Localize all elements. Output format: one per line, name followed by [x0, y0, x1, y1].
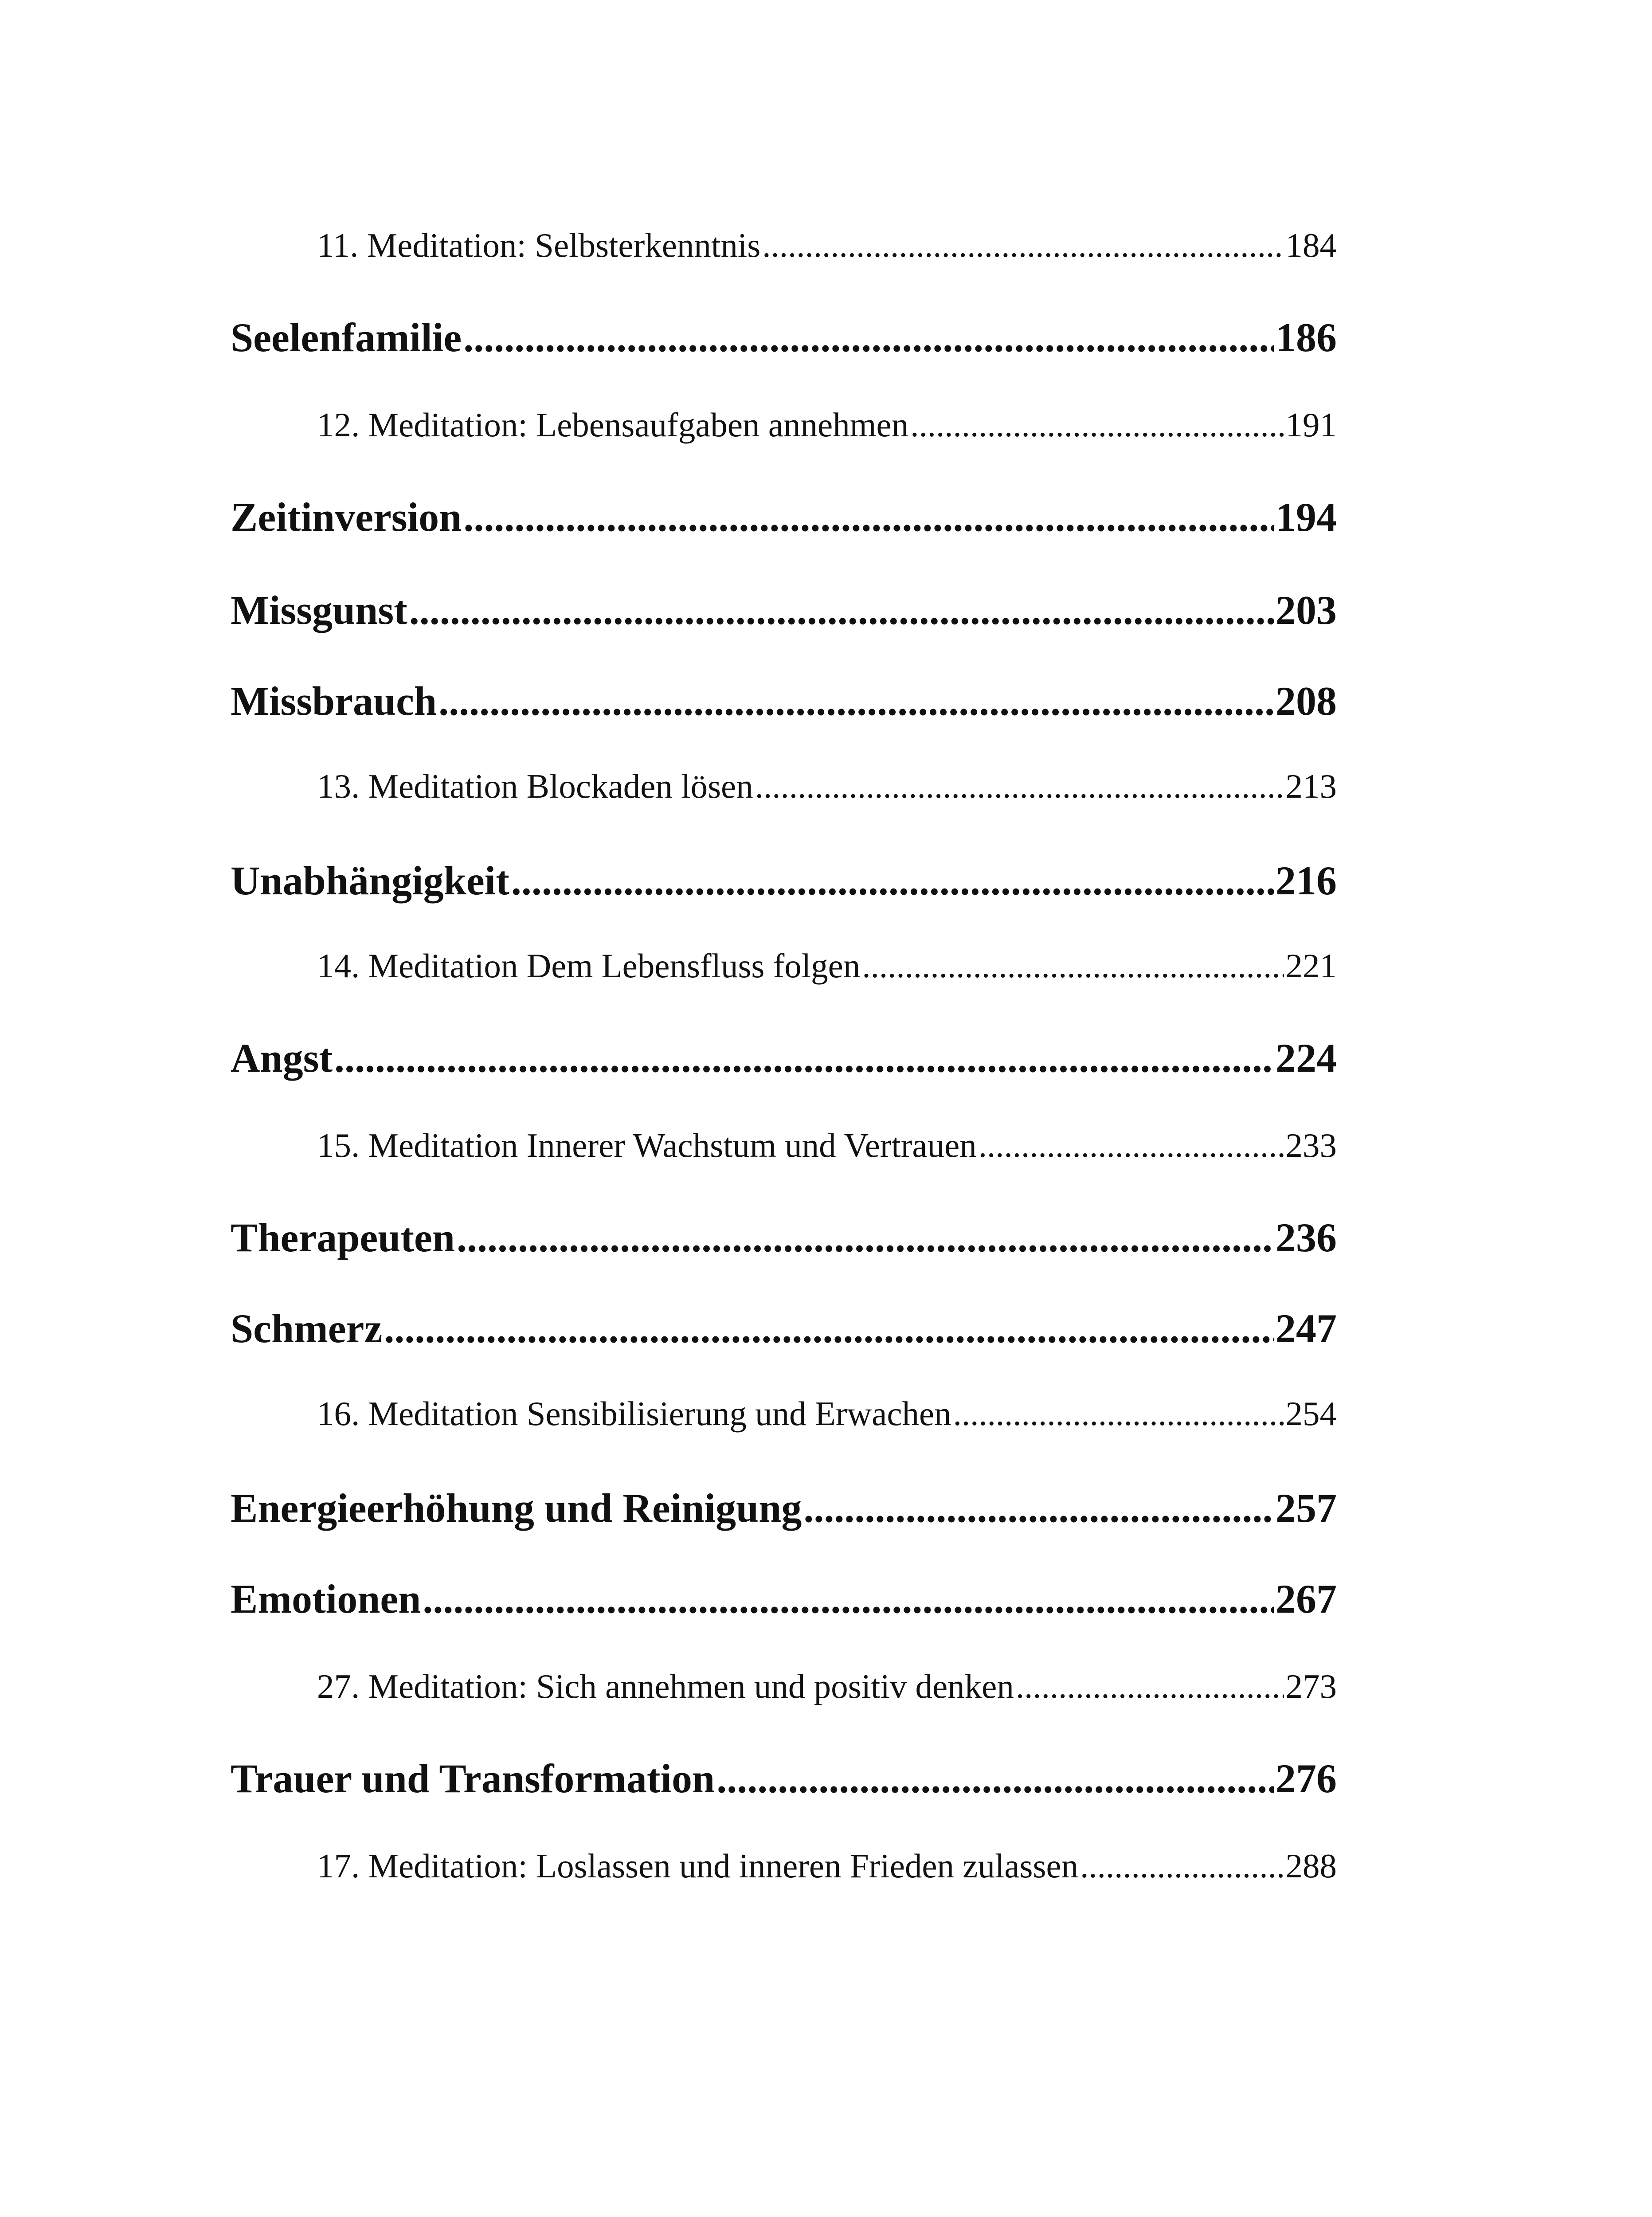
- toc-entry-page-number: 213: [1285, 767, 1337, 805]
- toc-entry-title: Emotionen: [231, 1576, 421, 1622]
- toc-entry-chapter[interactable]: [231, 678, 1337, 724]
- toc-entry-title: 12. Meditation: Lebensaufgaben annehmen: [317, 406, 909, 444]
- dot-leader: [755, 769, 1284, 803]
- toc-entry-page-number: 267: [1276, 1576, 1337, 1622]
- toc-entry-page-number: 208: [1276, 678, 1337, 724]
- toc-entry-page-number: 184: [1285, 226, 1337, 264]
- toc-entry-title: Zeitinversion: [231, 494, 462, 540]
- toc-entry-chapter[interactable]: [231, 317, 1337, 358]
- toc-entry-chapter[interactable]: [231, 590, 1337, 631]
- toc-entry-title: Missgunst: [231, 588, 407, 633]
- toc-entry-page-number: 216: [1276, 858, 1337, 903]
- toc-entry-page-number: 233: [1285, 1126, 1337, 1164]
- toc-entry-page-number: 186: [1276, 315, 1337, 360]
- toc-entry-page-number: 288: [1285, 1847, 1337, 1885]
- toc-entry-chapter[interactable]: [231, 860, 1337, 901]
- dot-leader: [803, 1488, 1274, 1528]
- toc-entry-title: 17. Meditation: Loslassen und inneren Frieden zulassen: [317, 1847, 1079, 1885]
- dot-leader: [409, 590, 1274, 631]
- toc-entry-meditation[interactable]: [317, 408, 1337, 442]
- toc-entry-title: 16. Meditation Sensibilisierung und Erwachen: [317, 1394, 951, 1433]
- toc-entry-chapter[interactable]: [231, 1485, 1337, 1531]
- toc-entry-chapter[interactable]: [231, 494, 1337, 540]
- toc-entry-chapter[interactable]: [231, 1035, 1337, 1081]
- toc-entry-meditation[interactable]: [317, 1128, 1337, 1163]
- toc-entry-title: 15. Meditation Innerer Wachstum und Vertrauen: [317, 1126, 977, 1164]
- toc-entry-title: Trauer und Transformation: [231, 1756, 715, 1801]
- toc-entry-page-number: 247: [1276, 1306, 1337, 1351]
- toc-entry-chapter[interactable]: [231, 1758, 1337, 1799]
- dot-leader: [463, 497, 1274, 537]
- dot-leader: [953, 1397, 1284, 1431]
- toc-entry-chapter[interactable]: [231, 1308, 1337, 1349]
- toc-entry-title: 27. Meditation: Sich annehmen und positiv denken: [317, 1667, 1014, 1705]
- toc-entry-page-number: 224: [1276, 1035, 1337, 1081]
- toc-entry-title: Seelenfamilie: [231, 315, 462, 360]
- dot-leader: [979, 1128, 1284, 1163]
- toc-entry-page-number: 203: [1276, 588, 1337, 633]
- toc-entry-meditation[interactable]: [317, 1849, 1337, 1883]
- toc-entry-chapter[interactable]: [231, 1217, 1337, 1258]
- toc-entry-title: Angst: [231, 1035, 333, 1081]
- toc-entry-page-number: 194: [1276, 494, 1337, 540]
- dot-leader: [1016, 1669, 1284, 1704]
- dot-leader: [910, 408, 1284, 442]
- toc-entry-page-number: 254: [1285, 1394, 1337, 1433]
- toc-entry-title: Missbrauch: [231, 678, 437, 724]
- toc-entry-title: 14. Meditation Dem Lebensfluss folgen: [317, 947, 861, 985]
- toc-entry-meditation[interactable]: [317, 1669, 1337, 1704]
- dot-leader: [511, 860, 1274, 901]
- toc-entry-title: Unabhängigkeit: [231, 858, 509, 903]
- toc-entry-title: 13. Meditation Blockaden lösen: [317, 767, 753, 805]
- dot-leader: [334, 1038, 1274, 1078]
- toc-entry-title: Schmerz: [231, 1306, 383, 1351]
- dot-leader: [463, 317, 1274, 358]
- toc-entry-meditation[interactable]: [317, 949, 1337, 983]
- toc-entry-chapter[interactable]: [231, 1576, 1337, 1622]
- dot-leader: [438, 681, 1274, 721]
- dot-leader: [716, 1758, 1274, 1799]
- dot-leader: [762, 228, 1284, 262]
- toc-entry-page-number: 221: [1285, 947, 1337, 985]
- toc-entry-page-number: 276: [1276, 1756, 1337, 1801]
- toc-entry-page-number: 191: [1285, 406, 1337, 444]
- dot-leader: [384, 1308, 1274, 1349]
- toc-entry-meditation[interactable]: [317, 228, 1337, 262]
- toc-entry-meditation[interactable]: [317, 769, 1337, 803]
- dot-leader: [1080, 1849, 1284, 1883]
- toc-entry-title: Energieerhöhung und Reinigung: [231, 1485, 802, 1531]
- toc-entry-page-number: 273: [1285, 1667, 1337, 1705]
- toc-entry-title: 11. Meditation: Selbsterkenntnis: [317, 226, 761, 264]
- dot-leader: [862, 949, 1284, 983]
- toc-entry-page-number: 236: [1276, 1215, 1337, 1260]
- toc-entry-page-number: 257: [1276, 1485, 1337, 1531]
- dot-leader: [423, 1579, 1274, 1619]
- toc-entry-title: Therapeuten: [231, 1215, 455, 1260]
- dot-leader: [457, 1217, 1274, 1258]
- toc-entry-meditation[interactable]: [317, 1394, 1337, 1433]
